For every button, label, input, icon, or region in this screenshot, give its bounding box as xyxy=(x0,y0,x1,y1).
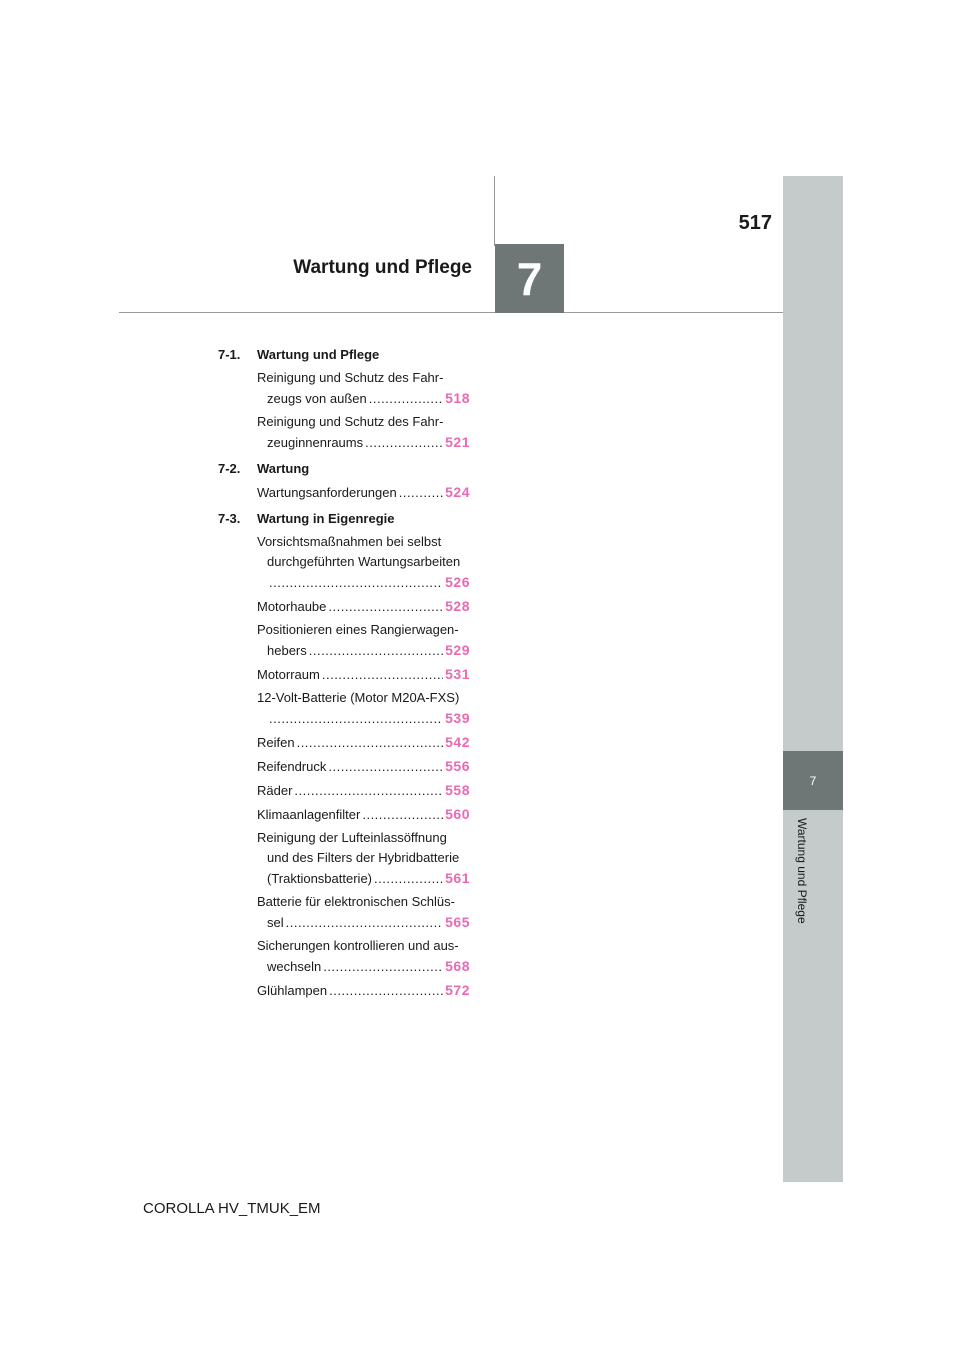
toc-page-link[interactable]: 561 xyxy=(445,870,470,886)
toc-section-number: 7-2. xyxy=(218,461,241,476)
toc-entry-text: Reinigung der Lufteinlassöffnung xyxy=(257,830,447,845)
toc-page-link[interactable]: 526 xyxy=(445,574,470,590)
toc-section-heading[interactable] xyxy=(218,345,470,365)
toc-entry[interactable] xyxy=(257,620,470,661)
header-vertical-divider xyxy=(494,176,495,246)
toc-entry[interactable] xyxy=(257,980,470,1001)
toc-entry-text: Motorraum xyxy=(257,667,320,682)
toc-section-heading[interactable] xyxy=(218,509,470,529)
toc-dot-leader xyxy=(374,869,443,889)
toc-entry-text: hebers xyxy=(267,643,307,658)
toc-dot-leader xyxy=(322,665,443,685)
toc-entry[interactable] xyxy=(257,828,470,889)
toc-entry-text: Glühlampen xyxy=(257,983,328,998)
toc-entry-text: Reinigung und Schutz des Fahr- xyxy=(257,414,444,429)
toc-entry-text: Batterie für elektronischen Schlüs- xyxy=(257,894,455,909)
toc-dot-leader xyxy=(269,709,443,729)
toc-entry[interactable] xyxy=(257,412,470,453)
toc-dot-leader xyxy=(323,957,443,977)
chapter-number: 7 xyxy=(516,252,543,305)
toc-entry-text: sel xyxy=(267,915,284,930)
toc-entry-text: 12-Volt-Batterie (Motor M20A-FXS) xyxy=(257,690,460,705)
toc-dot-leader xyxy=(328,757,443,777)
toc-dot-leader xyxy=(328,597,443,617)
toc-page-link[interactable]: 565 xyxy=(445,914,470,930)
toc-entry[interactable] xyxy=(257,664,470,685)
toc-entry-text: durchgeführten Wartungsarbeiten xyxy=(267,554,461,569)
toc-entry[interactable] xyxy=(257,756,470,777)
chapter-title: Wartung und Pflege xyxy=(293,257,472,278)
toc-entry-text: Vorsichtsmaßnahmen bei selbst xyxy=(257,534,442,549)
toc-entry-text: Reifendruck xyxy=(257,759,327,774)
toc-dot-leader xyxy=(369,389,443,409)
toc-entry-text: zeuginnenraums xyxy=(267,435,364,450)
toc-entry-text: wechseln xyxy=(267,959,322,974)
toc-dot-leader xyxy=(286,913,444,933)
toc-entry-text: zeugs von außen xyxy=(267,391,367,406)
toc-page-link[interactable]: 539 xyxy=(445,710,470,726)
toc-page-link[interactable]: 556 xyxy=(445,758,470,774)
toc-entry-text: Klimaanlagenfilter xyxy=(257,807,361,822)
toc-entry-text: Reifen xyxy=(257,735,295,750)
toc-entry[interactable] xyxy=(257,596,470,617)
toc-entry[interactable] xyxy=(257,780,470,801)
toc-entry[interactable] xyxy=(257,532,470,593)
toc-dot-leader xyxy=(294,781,443,801)
toc-page-link[interactable]: 521 xyxy=(445,434,470,450)
toc-entry-text: Wartungsanforderungen xyxy=(257,485,397,500)
footer-model-code: COROLLA HV_TMUK_EM xyxy=(143,1200,321,1217)
toc-dot-leader xyxy=(399,483,443,503)
toc-section-title: Wartung in Eigenregie xyxy=(257,511,395,526)
toc-page-link[interactable]: 558 xyxy=(445,782,470,798)
toc-entry[interactable] xyxy=(257,804,470,825)
page-number: 517 xyxy=(738,212,772,234)
side-tab-number: 7 xyxy=(809,773,817,788)
toc-entry[interactable] xyxy=(257,936,470,977)
toc-page-link[interactable]: 542 xyxy=(445,734,470,750)
toc-entry[interactable] xyxy=(257,368,470,409)
toc-entry-text: Positionieren eines Rangierwagen- xyxy=(257,622,459,637)
toc-entry[interactable] xyxy=(257,732,470,753)
toc-page-link[interactable]: 560 xyxy=(445,806,470,822)
table-of-contents xyxy=(218,345,470,1004)
toc-page-link[interactable]: 529 xyxy=(445,642,470,658)
side-strip xyxy=(783,176,843,1182)
toc-entry-text: (Traktionsbatterie) xyxy=(267,871,372,886)
toc-page-link[interactable]: 528 xyxy=(445,598,470,614)
toc-section-number: 7-3. xyxy=(218,511,241,526)
toc-page-link[interactable]: 568 xyxy=(445,958,470,974)
toc-entry-text: Motorhaube xyxy=(257,599,327,614)
toc-entry-text: Räder xyxy=(257,783,293,798)
side-tab[interactable] xyxy=(783,751,843,810)
toc-entry[interactable] xyxy=(257,892,470,933)
toc-section-title: Wartung und Pflege xyxy=(257,347,380,362)
toc-entry-text: Reinigung und Schutz des Fahr- xyxy=(257,370,444,385)
toc-page-link[interactable]: 531 xyxy=(445,666,470,682)
toc-page-link[interactable]: 572 xyxy=(445,982,470,998)
side-tab-label: Wartung und Pflege xyxy=(795,818,809,924)
toc-section-title: Wartung xyxy=(257,461,310,476)
toc-section-number: 7-1. xyxy=(218,347,241,362)
toc-page-link[interactable]: 518 xyxy=(445,390,470,406)
chapter-number-box xyxy=(495,244,564,313)
toc-page-link[interactable]: 524 xyxy=(445,484,470,500)
toc-dot-leader xyxy=(309,641,443,661)
toc-dot-leader xyxy=(362,805,443,825)
toc-dot-leader xyxy=(365,433,443,453)
toc-entry-text: und des Filters der Hybridbatterie xyxy=(267,850,460,865)
toc-entry[interactable] xyxy=(257,482,470,503)
header-horizontal-divider xyxy=(119,312,783,313)
toc-section-heading[interactable] xyxy=(218,459,470,479)
toc-dot-leader xyxy=(269,573,443,593)
toc-dot-leader xyxy=(329,981,443,1001)
toc-entry[interactable] xyxy=(257,688,470,729)
toc-entry-text: Sicherungen kontrollieren und aus- xyxy=(257,938,459,953)
toc-dot-leader xyxy=(297,733,444,753)
